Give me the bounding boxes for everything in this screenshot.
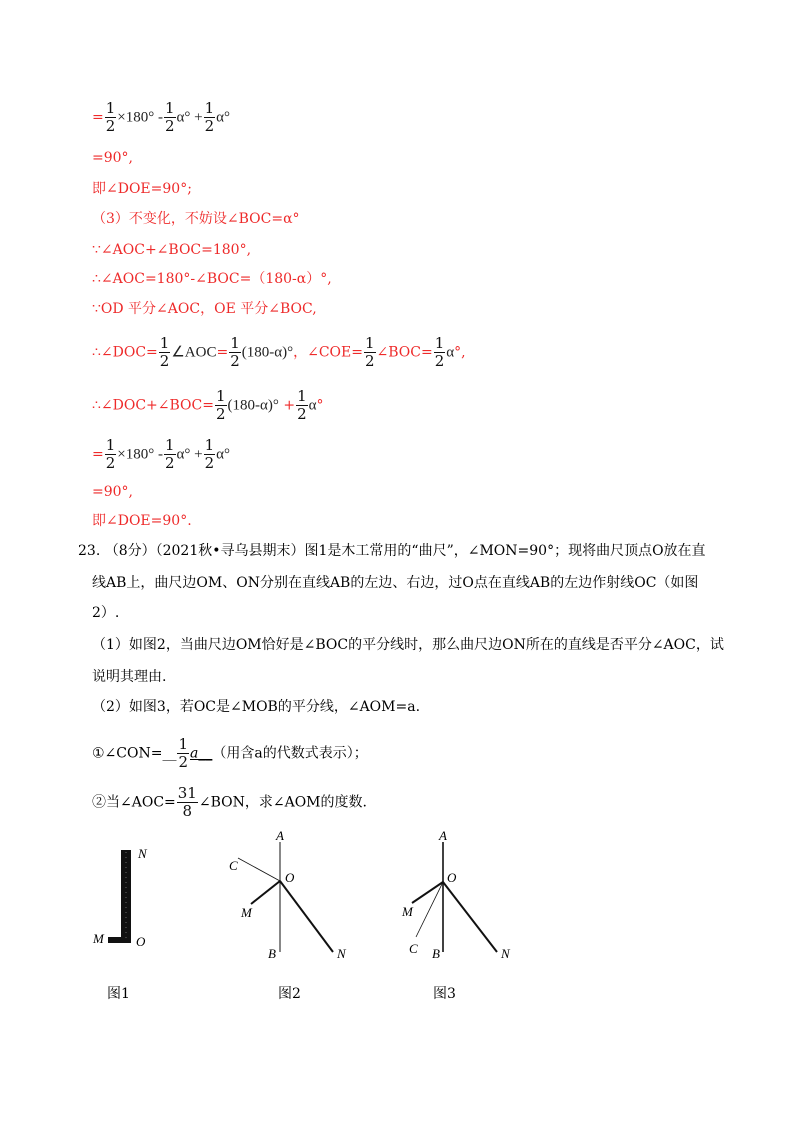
expr: α	[308, 397, 317, 414]
num: 1	[178, 735, 188, 753]
label-N: N	[501, 946, 510, 961]
den: 2	[364, 352, 375, 370]
den: 2	[434, 352, 445, 370]
label-N: N	[337, 946, 346, 961]
question-line-5: 说明其理由.	[92, 669, 167, 685]
solution-line-5: ∵∠AOC+∠BOC=180°,	[92, 242, 252, 258]
label-M: M	[93, 931, 104, 946]
label-M: M	[402, 904, 413, 919]
num: 1	[434, 334, 445, 352]
den: 2	[204, 454, 215, 472]
expr: （用含a的代数式表示）；	[212, 745, 368, 762]
solution-line-6: ∴∠AOC=180°-∠BOC=（180-α）°,	[92, 271, 332, 287]
den: 8	[182, 802, 193, 820]
expr: ，∠COE=	[293, 344, 363, 361]
den: 2	[215, 405, 226, 423]
label-M: M	[241, 905, 252, 920]
expr: ∴∠DOC=	[92, 344, 158, 361]
num: 1	[105, 99, 116, 117]
expr: α	[446, 344, 455, 361]
expr: α°	[216, 109, 231, 126]
figure-2-caption: 图2	[278, 986, 301, 1002]
expr: °,	[454, 344, 466, 361]
label-C: C	[409, 941, 418, 956]
num: 1	[159, 334, 170, 352]
figure-3	[401, 828, 511, 961]
label-O: O	[447, 870, 457, 885]
solution-line-7: ∵OD 平分∠AOC，OE 平分∠BOC,	[92, 301, 317, 317]
num: 1	[105, 436, 116, 454]
expr: ∴∠DOC+∠BOC=	[92, 397, 214, 414]
den: 2	[105, 454, 116, 472]
plus: +	[283, 397, 296, 414]
label-A: A	[439, 828, 447, 843]
expr: ①∠CON=__	[92, 745, 177, 762]
equals: =	[92, 446, 104, 463]
num: 1	[215, 387, 226, 405]
num: 1	[164, 436, 175, 454]
den: 2	[159, 352, 170, 370]
den: 2	[297, 405, 307, 423]
expr: α°	[216, 446, 231, 463]
label-B: B	[432, 946, 440, 961]
solution-line-4: （3）不变化，不妨设∠BOC=α°	[92, 211, 300, 227]
ruler-long-arm	[121, 850, 131, 943]
num: 1	[364, 334, 375, 352]
expr: (180-α)°	[227, 397, 279, 414]
num: 1	[204, 99, 215, 117]
solution-line-2: =90°,	[92, 150, 133, 166]
label-B: B	[268, 946, 276, 961]
ray-ON	[280, 881, 333, 952]
num: 1	[164, 99, 175, 117]
label-O: O	[136, 934, 146, 949]
figure-1-caption: 图1	[107, 986, 130, 1002]
ruler-short-arm	[108, 937, 131, 943]
question-line-2: 线AB上，曲尺边OM、ON分别在直线AB的左边、右边，过O点在直线AB的左边作射线OC（如图	[92, 575, 699, 591]
den: 2	[204, 117, 215, 135]
answer: a__	[190, 745, 213, 762]
question-line-1: 23. （8分）（2021秋•寻乌县期末）图1是木工常用的“曲尺”，∠MON=90°；现将曲尺顶点O放在直	[78, 543, 706, 559]
expr: ×180° -	[117, 109, 163, 126]
label-O: O	[285, 870, 295, 885]
expr: °	[316, 397, 324, 414]
den: 2	[230, 352, 240, 370]
expr: ∠BON，求∠AOM的度数.	[198, 794, 367, 811]
equals: =	[92, 109, 104, 126]
den: 2	[164, 117, 175, 135]
ray-OM	[251, 881, 280, 904]
ray-ON	[443, 882, 497, 952]
den: 2	[178, 753, 188, 771]
num: 31	[177, 784, 197, 802]
label-A: A	[276, 828, 284, 843]
ray-OC	[238, 858, 280, 881]
solution-line-11: =90°,	[92, 484, 133, 500]
figure-1	[92, 846, 148, 949]
question-line-3: 2）.	[92, 605, 120, 621]
figure-3-caption: 图3	[433, 986, 456, 1002]
label-N: N	[138, 846, 147, 861]
expr: ∠AOC	[171, 344, 217, 361]
num: 1	[230, 334, 240, 352]
expr: ×180° -	[117, 446, 163, 463]
figure-2	[229, 828, 347, 961]
ray-OM	[412, 882, 443, 903]
expr: (180-α)°	[241, 344, 294, 361]
expr: α° +	[176, 109, 203, 126]
num: 1	[204, 436, 215, 454]
question-part-1: （1）如图2，当曲尺边OM恰好是∠BOC的平分线时，那么曲尺边ON所在的直线是否平分∠AOC，试	[92, 637, 724, 653]
expr: α° +	[176, 446, 203, 463]
den: 2	[105, 117, 116, 135]
expr: ∠BOC=	[376, 344, 433, 361]
den: 2	[164, 454, 175, 472]
num: 1	[297, 387, 307, 405]
solution-line-3: 即∠DOE=90°;	[92, 181, 192, 197]
label-C: C	[229, 858, 238, 873]
question-part-2: （2）如图3，若OC是∠MOB的平分线，∠AOM=a.	[92, 699, 421, 715]
solution-line-12: 即∠DOE=90°.	[92, 513, 192, 529]
equals: =	[216, 344, 229, 361]
expr: ②当∠AOC=	[92, 794, 176, 811]
